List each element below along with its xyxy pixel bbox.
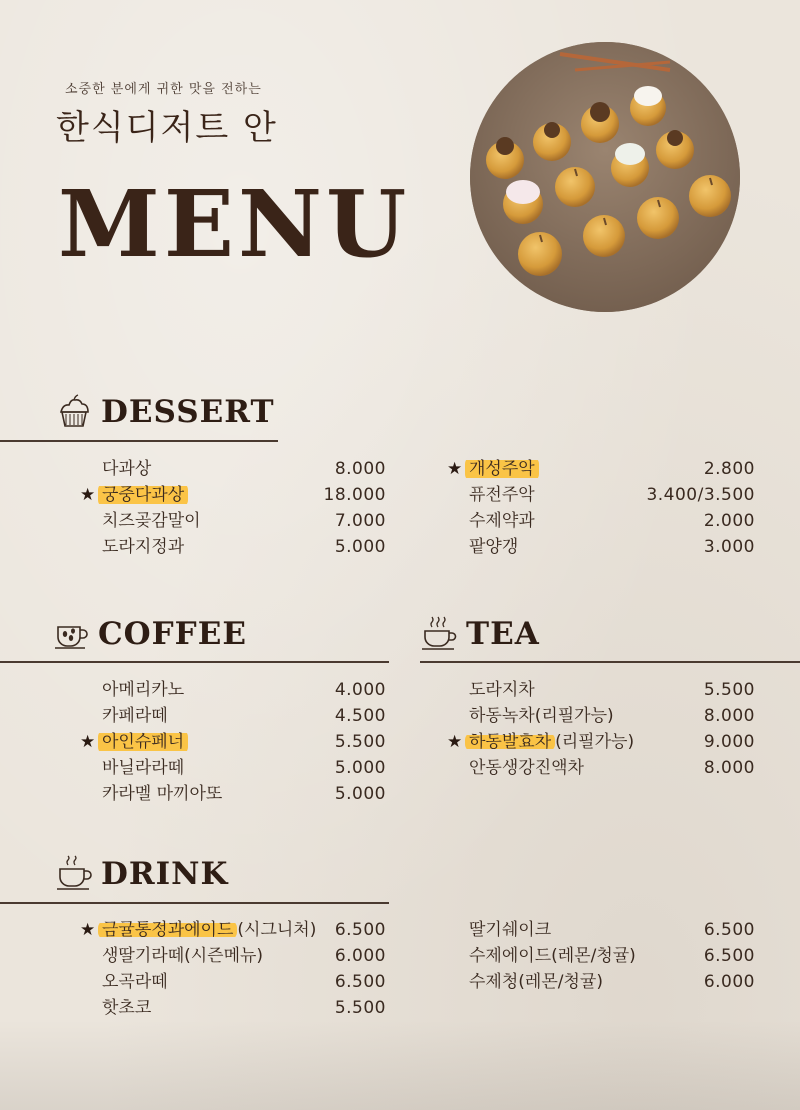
list-item: ★ 개성주악 2.800 — [469, 456, 755, 482]
list-item: 하동녹차(리필가능) 8.000 — [469, 706, 755, 726]
list-item: 수제에이드(레몬/청귤) 6.500 — [469, 946, 755, 966]
drink-list-right — [469, 917, 755, 995]
list-item: ★ 금귤통정과에이드 (시그니처) 6.500 — [102, 917, 386, 943]
brand-name: 한식디저트 안 — [56, 108, 278, 148]
list-item: 수제청(레몬/청귤) 6.000 — [469, 972, 755, 992]
dessert-title: DESSERT — [101, 394, 275, 430]
dessert-plate-illustration — [470, 42, 740, 312]
drink-divider — [0, 902, 389, 904]
coffee-cup-icon — [52, 615, 90, 653]
coffee-heading — [52, 615, 247, 653]
menu-title: MENU — [58, 170, 411, 278]
dessert-plate-photo — [470, 42, 740, 312]
list-item: ★ 궁중다과상 18.000 — [102, 482, 386, 508]
tea-heading — [420, 615, 540, 653]
tagline: 소중한 분에게 귀한 맛을 전하는 — [65, 82, 262, 97]
list-item: 팥양갱 3.000 — [469, 537, 755, 557]
list-item: 생딸기라떼(시즌메뉴) 6.000 — [102, 946, 386, 966]
coffee-list — [80, 677, 386, 807]
dessert-list-left — [80, 456, 386, 560]
bottom-shade — [0, 1020, 800, 1110]
tea-list — [447, 677, 755, 781]
list-item: 다과상 8.000 — [102, 459, 386, 479]
list-item: ★ 아인슈페너 5.500 — [102, 729, 386, 755]
list-item: 퓨전주악 3.400/3.500 — [469, 485, 755, 505]
coffee-divider — [0, 661, 389, 663]
cupcake-icon — [55, 393, 93, 431]
list-item: ★ 하동발효차 (리필가능) 9.000 — [469, 729, 755, 755]
drink-title: DRINK — [101, 856, 229, 892]
dessert-divider — [0, 440, 278, 442]
dessert-list-right — [447, 456, 755, 560]
drink-list-left — [80, 917, 386, 1021]
list-item: 핫초코 5.500 — [102, 998, 386, 1018]
tea-divider — [420, 661, 800, 663]
list-item: 도라지차 5.500 — [469, 680, 755, 700]
list-item: 오곡라떼 6.500 — [102, 972, 386, 992]
star-icon: ★ — [447, 732, 463, 752]
teacup-icon — [420, 615, 458, 653]
coffee-title: COFFEE — [98, 616, 247, 652]
list-item: 수제약과 2.000 — [469, 511, 755, 531]
list-item: 치즈곶감말이 7.000 — [102, 511, 386, 531]
dessert-heading — [55, 393, 275, 431]
star-icon: ★ — [80, 732, 96, 752]
list-item: 도라지정과 5.000 — [102, 537, 386, 557]
star-icon: ★ — [80, 920, 96, 940]
list-item: 카라멜 마끼아또 5.000 — [102, 784, 386, 804]
list-item: 딸기쉐이크 6.500 — [469, 920, 755, 940]
star-icon: ★ — [447, 459, 463, 479]
list-item: 바닐라라떼 5.000 — [102, 758, 386, 778]
tea-title: TEA — [466, 616, 540, 652]
mug-icon — [55, 855, 93, 893]
list-item: 아메리카노 4.000 — [102, 680, 386, 700]
drink-heading — [55, 855, 228, 893]
list-item: 카페라떼 4.500 — [102, 706, 386, 726]
star-icon: ★ — [80, 485, 96, 505]
list-item: 안동생강진액차 8.000 — [469, 758, 755, 778]
